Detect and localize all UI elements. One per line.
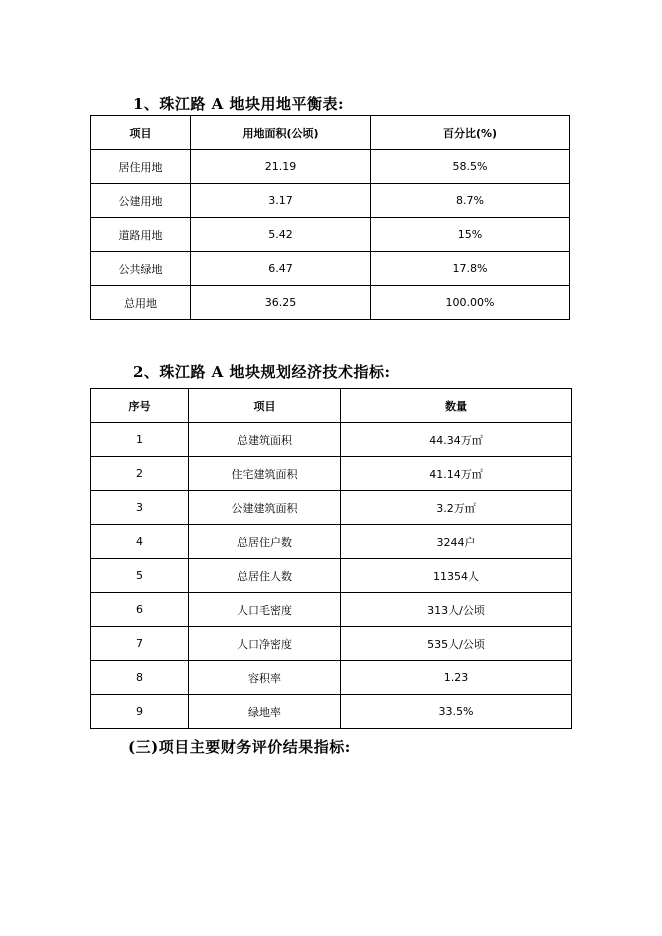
cell-quantity: 535人/公顷	[341, 627, 572, 661]
cell-percent: 15%	[371, 218, 570, 252]
cell-serial: 1	[91, 423, 189, 457]
cell-percent: 100.00%	[371, 286, 570, 320]
cell-quantity: 11354人	[341, 559, 572, 593]
table-row	[91, 184, 570, 218]
table-row	[91, 218, 570, 252]
cell-item: 公共绿地	[91, 252, 191, 286]
economic-indicators-title: 2、珠江路 A 地块规划经济技术指标:	[133, 363, 391, 381]
table-row	[91, 593, 572, 627]
cell-quantity: 3.2万㎡	[341, 491, 572, 525]
land-balance-title: 1、珠江路 A 地块用地平衡表:	[133, 95, 345, 113]
cell-item: 道路用地	[91, 218, 191, 252]
cell-item: 容积率	[189, 661, 341, 695]
cell-serial: 6	[91, 593, 189, 627]
cell-serial: 5	[91, 559, 189, 593]
cell-item: 居住用地	[91, 150, 191, 184]
table-row	[91, 286, 570, 320]
land-balance-table	[90, 115, 570, 320]
cell-percent: 58.5%	[371, 150, 570, 184]
table-header-row	[91, 116, 570, 150]
cell-area: 5.42	[191, 218, 371, 252]
cell-item: 总用地	[91, 286, 191, 320]
cell-quantity: 44.34万㎡	[341, 423, 572, 457]
table-row	[91, 525, 572, 559]
cell-quantity: 33.5%	[341, 695, 572, 729]
header-item: 项目	[91, 116, 191, 150]
cell-item: 公建用地	[91, 184, 191, 218]
cell-serial: 2	[91, 457, 189, 491]
cell-serial: 8	[91, 661, 189, 695]
cell-serial: 3	[91, 491, 189, 525]
table-header-row	[91, 389, 572, 423]
cell-item: 人口净密度	[189, 627, 341, 661]
cell-item: 公建建筑面积	[189, 491, 341, 525]
table-row	[91, 661, 572, 695]
cell-quantity: 1.23	[341, 661, 572, 695]
cell-item: 住宅建筑面积	[189, 457, 341, 491]
cell-serial: 7	[91, 627, 189, 661]
header-percent: 百分比(%)	[371, 116, 570, 150]
header-serial: 序号	[91, 389, 189, 423]
cell-percent: 8.7%	[371, 184, 570, 218]
cell-quantity: 313人/公顷	[341, 593, 572, 627]
cell-item: 总居住户数	[189, 525, 341, 559]
cell-item: 人口毛密度	[189, 593, 341, 627]
table-row	[91, 627, 572, 661]
economic-indicators-table	[90, 388, 572, 729]
cell-quantity: 41.14万㎡	[341, 457, 572, 491]
cell-item: 绿地率	[189, 695, 341, 729]
cell-quantity: 3244户	[341, 525, 572, 559]
financial-evaluation-title: (三)项目主要财务评价结果指标:	[128, 738, 351, 756]
table-row	[91, 559, 572, 593]
table-row	[91, 695, 572, 729]
cell-item: 总居住人数	[189, 559, 341, 593]
cell-area: 21.19	[191, 150, 371, 184]
table-row	[91, 252, 570, 286]
table-row	[91, 423, 572, 457]
cell-percent: 17.8%	[371, 252, 570, 286]
header-area: 用地面积(公顷)	[191, 116, 371, 150]
cell-area: 36.25	[191, 286, 371, 320]
header-quantity: 数量	[341, 389, 572, 423]
table-row	[91, 457, 572, 491]
table-row	[91, 150, 570, 184]
cell-serial: 4	[91, 525, 189, 559]
cell-area: 6.47	[191, 252, 371, 286]
cell-item: 总建筑面积	[189, 423, 341, 457]
cell-serial: 9	[91, 695, 189, 729]
cell-area: 3.17	[191, 184, 371, 218]
header-item: 项目	[189, 389, 341, 423]
table-row	[91, 491, 572, 525]
